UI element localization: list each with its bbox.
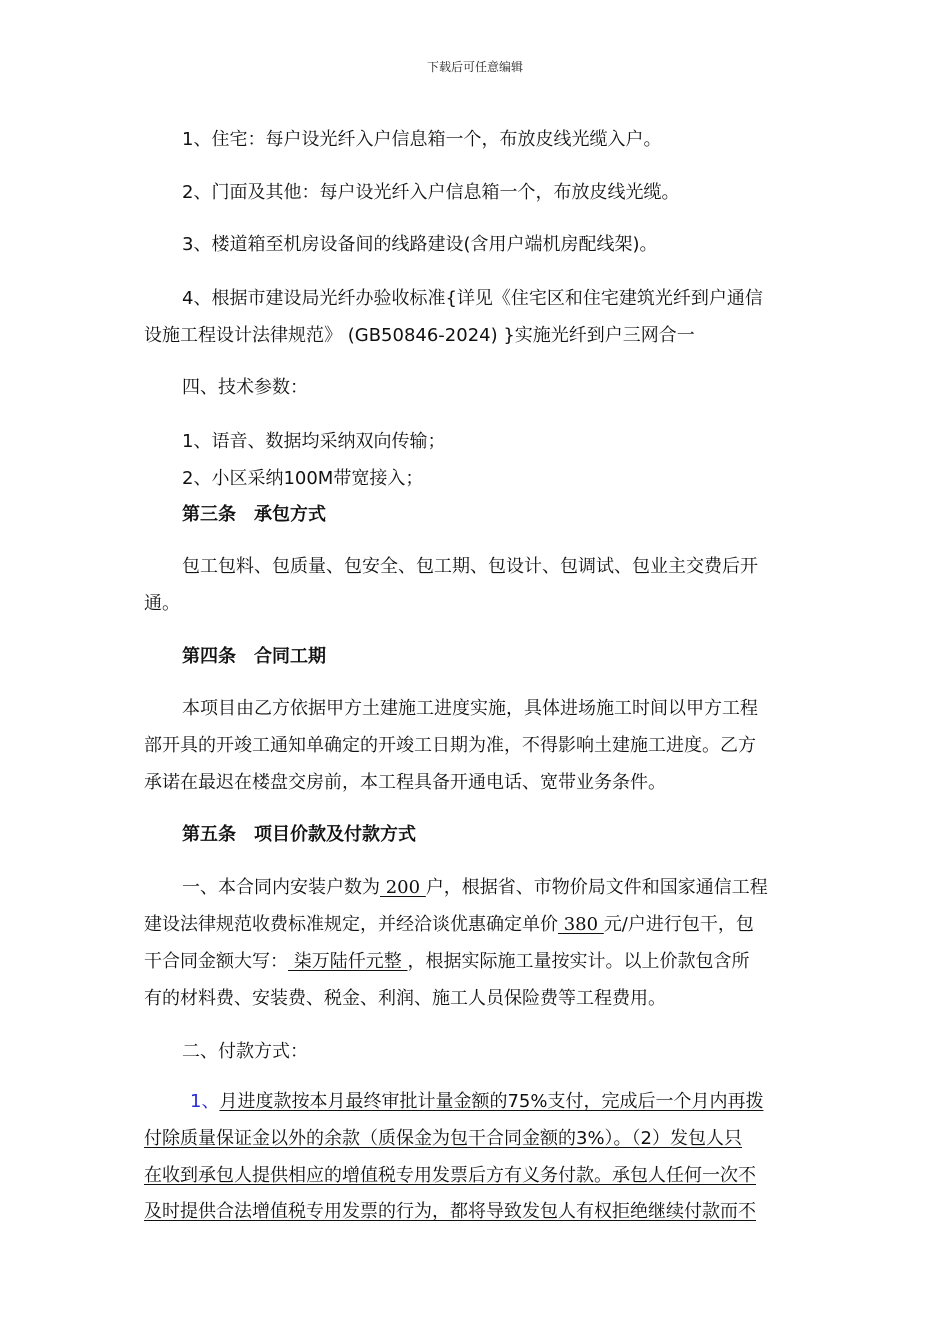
payment-text-line-2: 付除质量保证金以外的余款（质保金为包干合同金额的3%）。（2）发包人只 [144, 1128, 743, 1149]
article-4-text-line-2: 部开具的开竣工通知单确定的开竣工日期为准，不得影响土建施工进度。乙方 [144, 735, 756, 756]
article-3-text-line-1: 包工包料、包质量、包安全、包工期、包设计、包调试、包业主交费后开 [182, 556, 758, 577]
text-segment: 一、本合同内安装户数为 [182, 877, 380, 898]
article-5-text-line-3 [144, 950, 749, 974]
article-3-title: 第三条 承包方式 [182, 504, 326, 525]
tech-param-2: 2、小区采纳100M带宽接入； [182, 468, 424, 489]
article-4-title: 第四条 合同工期 [182, 646, 326, 667]
tech-param-1: 1、语音、数据均采纳双向传输； [182, 431, 446, 452]
payment-section-title: 二、付款方式： [182, 1041, 308, 1062]
payment-text-line-3: 在收到承包人提供相应的增值税专用发票后方有义务付款。承包人任何一次不 [144, 1165, 756, 1186]
payment-text-line-4: 及时提供合法增值税专用发票的行为，都将导致发包人有权拒绝继续付款而不 [144, 1201, 756, 1222]
scope-item-1: 1、住宅：每户设光纤入户信息箱一个，布放皮线光缆入户。 [182, 129, 662, 150]
article-5-text-line-2 [144, 913, 754, 937]
article-4-text-line-3: 承诺在最迟在楼盘交房前，本工程具备开通电话、宽带业务条件。 [144, 772, 666, 793]
section-technical-params: 四、技术参数： [182, 377, 308, 398]
text-segment: 户，根据省、市物价局文件和国家通信工程 [425, 877, 768, 898]
scope-item-2: 2、门面及其他：每户设光纤入户信息箱一个，布放皮线光缆。 [182, 182, 680, 203]
article-5-text-line-1 [182, 876, 768, 900]
contract-amount-value: 柒万陆仟元整 [288, 951, 408, 972]
text-segment: 月进度款按本月最终审批计量金额的75%支付，完成后一个月内再拨 [219, 1091, 764, 1112]
text-segment: 建设法律规范收费标准规定，并经洽谈优惠确定单价 [144, 914, 558, 935]
article-3-text-line-2: 通。 [144, 593, 180, 614]
text-segment: ，根据实际施工量按实计。以上价款包含所 [407, 951, 750, 972]
page-header: 下载后可任意编辑 [426, 60, 523, 74]
article-5-text-line-4: 有的材料费、安装费、税金、利润、施工人员保险费等工程费用。 [144, 988, 666, 1009]
unit-price-value: 380 [558, 914, 604, 935]
scope-item-4-line-2: 设施工程设计法律规范》 (GB50846-2024) }实施光纤到户三网合一 [144, 325, 695, 346]
payment-text-line-1 [190, 1090, 763, 1114]
article-4-text-line-1: 本项目由乙方依据甲方土建施工进度实施，具体进场施工时间以甲方工程 [182, 698, 758, 719]
scope-item-3: 3、楼道箱至机房设备间的线路建设(含用户端机房配线架)。 [182, 234, 658, 255]
text-segment: 元/户进行包干，包 [603, 914, 754, 935]
scope-item-4-line-1: 4、根据市建设局光纤办验收标准{详见《住宅区和住宅建筑光纤到户通信 [182, 288, 763, 309]
payment-item-number: 1、 [190, 1091, 220, 1112]
households-value: 200 [380, 877, 426, 898]
text-segment: 干合同金额大写： [144, 951, 288, 972]
article-5-title: 第五条 项目价款及付款方式 [182, 824, 416, 845]
